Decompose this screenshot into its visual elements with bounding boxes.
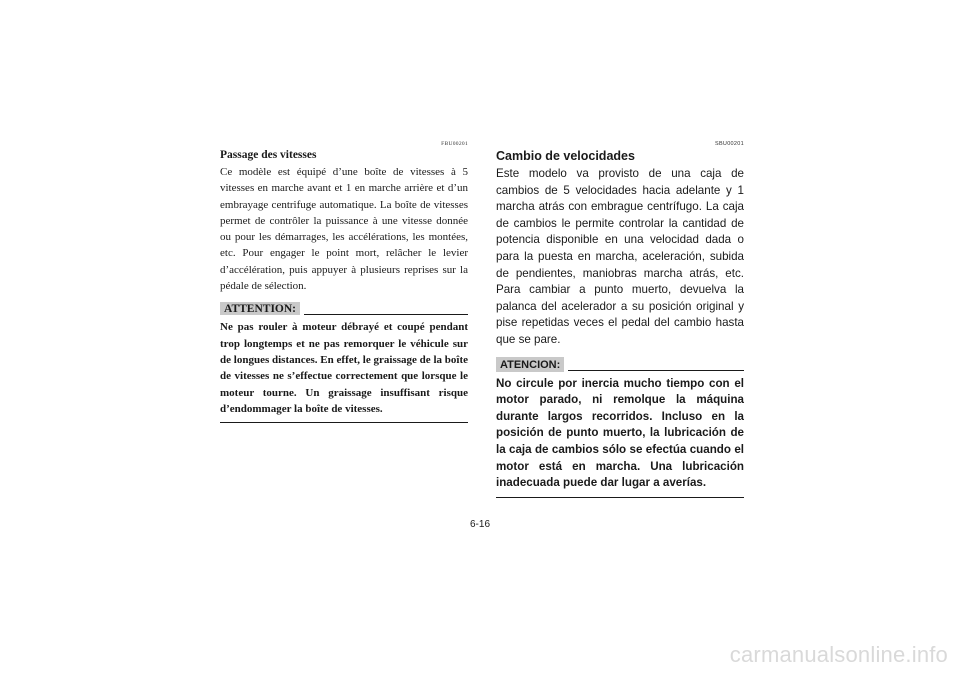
warning-header	[220, 302, 468, 315]
section-code: FBU00201	[441, 141, 468, 147]
section-heading: Cambio de velocidades	[496, 149, 635, 163]
warning-divider	[304, 314, 468, 315]
warning-header	[496, 357, 744, 372]
spanish-column	[496, 133, 744, 498]
warning-label: ATENCION:	[496, 357, 564, 372]
warning-text: Ne pas rouler à moteur débrayé et coupé pendant trop longtemps et ne pas remorquer le véhicule sur de longues distances. En effet, le graissage de la boîte de vitesses ne s’effectue correctement que lorsque le moteur tourne. Un graissage insuffisant risque d’endommager la boîte de vitesses.	[220, 319, 468, 423]
section-code: SBU00201	[714, 141, 744, 147]
section-heading: Passage des vitesses	[220, 149, 317, 161]
page-number: 6-16	[469, 519, 490, 530]
french-column	[220, 133, 468, 423]
section-body: Este modelo va provisto de una caja de cambios de 5 velocidades hacia adelante y 1 marcha atrás con embrague centrífugo. La caja de cambios le permite controlar la cantidad de potencia disponible en una velocidad dada o para la puesta en marcha, aceleración, subida de pendientes, maniobras marcha atrás, etc. Para cambiar a punto muerto, devuelva la palanca del acelerador a su posición original y pise repetidas veces el pedal del cambio hasta que se pare.	[496, 167, 744, 346]
warning-label: ATTENTION:	[220, 302, 300, 315]
section-body: Ce modèle est équipé d’une boîte de vitesses à 5 vitesses en marche avant et 1 en marche arrière et d’un embrayage centrifuge automatique. La boîte de vitesses permet de contrôler la puissance à une vitesse donnée ou pour les démarrages, les accélérations, les montées, etc. Pour engager le point mort, relâcher le levier d’accélération, puis appuyer à plusieurs reprises sur la pédale de sélection.	[220, 166, 468, 293]
watermark: carmanualsonline.info	[729, 642, 948, 667]
warning-divider	[568, 370, 744, 371]
warning-text: No circule por inercia mucho tiempo con el motor parado, ni remolque la máquina durante largos recorridos. Incluso en la posición de punto muerto, la lubricación de la caja de cambios sólo se efectúa cuando el motor está en marcha. Una lubricación inadecuada puede dar lugar a averías.	[496, 376, 744, 498]
